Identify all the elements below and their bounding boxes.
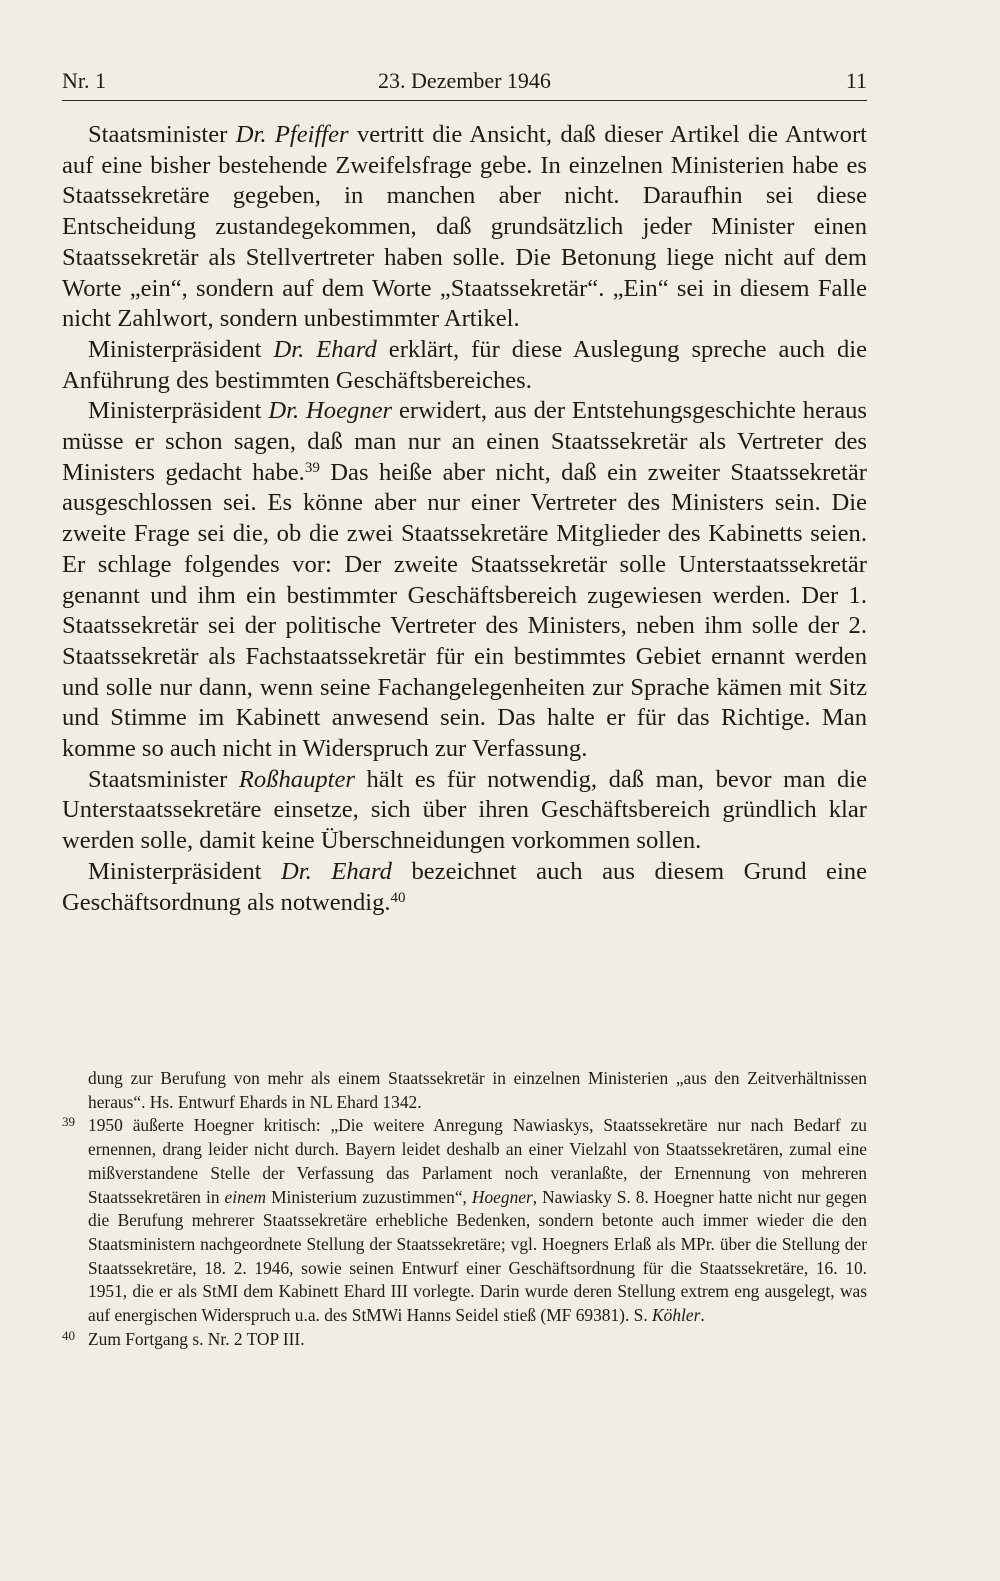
speaker-name: Dr. Ehard <box>273 335 377 363</box>
footnote-mark: 39 <box>62 1114 75 1130</box>
footnote-ref[interactable]: 39 <box>304 459 320 476</box>
paragraph: Ministerpräsident Dr. Hoegner erwidert, aus der Entstehungsgeschichte heraus müsse er schon sagen, daß man nur an einen Staatssekretär als Vertreter des Ministers gedacht habe.$^{39}$ Das heiße aber nicht, daß ein zweiter Staatssekretär ausgeschlossen sei. Es könne aber nur einer Vertreter des Ministers sein. Die zweite Frage sei die, ob die zwei Staatssekretäre Mitglieder des Kabinetts seien. Er schlage folgendes vor: Der zweite Staatssekretär solle Unterstaatssekretär genannt und ihm ein bestimmter Geschäftsbereich zugewiesen werden. Der 1. Staatssekretär sei der politische Vertreter des Ministers, neben ihm solle der 2. Staatssekretär als Fachstaatssekretär für ein bestimmtes Gebiet ernannt werden und solle nur dann, wenn seine Fachangelegenheiten zur Sprache kämen mit Sitz und Stimme im Kabinett anwesend sein. Das halte er für das Richtige. Man komme so auch nicht in Widerspruch zur Verfassung. <box>62 397 867 763</box>
page-number: 11 <box>845 68 867 93</box>
header-date: 23. Dezember 1946 <box>378 68 551 93</box>
speaker-name: Roßhaupter <box>238 765 355 793</box>
footnote-39: 39 1950 äußerte Hoegner kritisch: „Die weitere Anregung Nawiaskys, Staatssekretäre nur nach Bedarf zu ernennen, drang leider nicht durch. Bayern leidet deshalb an einer Vielzahl von Staatssekretären, zumal eine mißverstandene Stelle der Verfassung das Parlament noch veranlaßte, der Ernennung von mehreren Staatssekretären in einem Ministerium zuzustimmen“, Hoegner, Nawiasky S. 8. Hoegner hatte nicht nur gegen die Berufung mehrerer Staatssekretäre erhebliche Bedenken, sondern betonte auch immer wieder die den Staatsministern nachgeordnete Stellung der Staatssekretäre; vgl. Hoegners Erlaß als MPr. über die Stellung der Staatssekretäre, 18. 2. 1946, sowie seinen Entwurf einer Geschäftsordnung für die Staatssekretäre, 16. 10. 1951, die er als StMI dem Kabinett Ehard III vorlegte. Darin wurde deren Stellung extrem eng ausgelegt, was auf energischen Widerspruch u.a. des StMWi Hanns Seidel stieß (MF 69381). S. Köhler. <box>62 1114 867 1326</box>
main-text <box>62 120 867 918</box>
footnote-mark: 40 <box>62 1327 75 1343</box>
footnote-ref[interactable]: 40 <box>390 889 406 906</box>
speaker-name: Dr. Pfeiffer <box>235 121 349 148</box>
footnote-40: 40 Zum Fortgang s. Nr. 2 TOP III. <box>62 1327 305 1349</box>
footnote-continuation: dung zur Berufung von mehr als einem Staatssekretär in einzelnen Ministerien „aus den Zeitverhältnissen heraus“. Hs. Entwurf Ehards in NL Ehard 1342. <box>88 1068 867 1112</box>
paragraph: Staatsminister Dr. Pfeiffer vertritt die Ansicht, daß dieser Artikel die Antwort auf eine bisher bestehende Zweifelsfrage gebe. In einzelnen Ministerien habe es Staatssekretäre gegeben, in manchen aber nicht. Daraufhin sei diese Entscheidung zustandegekommen, daß grundsätzlich jeder Minister einen Staatssekretär als Stellvertreter haben solle. Die Betonung liege nicht auf dem Worte „ein“, sondern auf dem Worte „Staatssekretär“. „Ein“ sei in diesem Falle nicht Zahlwort, sondern unbestimmter Artikel. <box>62 121 867 333</box>
running-header <box>62 58 867 101</box>
paragraph: Staatsminister Roßhaupter hält es für notwendig, daß man, bevor man die Unterstaatssekretäre einsetze, sich über ihren Geschäftsbereich gründlich klar werden solle, damit keine Überschneidungen vorkommen sollen. <box>62 765 868 855</box>
speaker-name: Dr. Hoegner <box>268 397 393 425</box>
footnotes <box>62 1067 867 1351</box>
speaker-name: Dr. Ehard <box>281 857 392 885</box>
paragraph: Ministerpräsident Dr. Ehard bezeichnet auch aus diesem Grund eine Geschäftsordnung als notwendig.$^{40}$ <box>62 857 868 916</box>
paragraph: Ministerpräsident Dr. Ehard erklärt, für diese Auslegung spreche auch die Anführung des bestimmten Geschäftsbereiches. <box>62 335 867 394</box>
issue-number: Nr. 1 <box>62 68 106 93</box>
